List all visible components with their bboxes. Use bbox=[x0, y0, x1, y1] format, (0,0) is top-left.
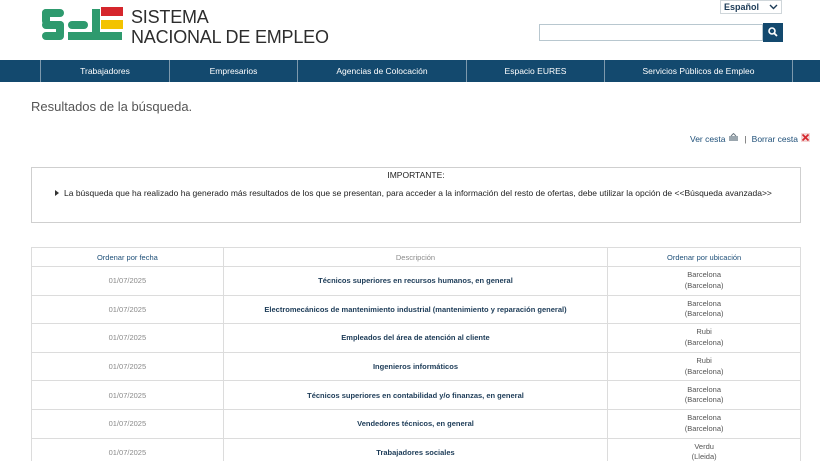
ver-cesta-link[interactable]: Ver cesta bbox=[690, 133, 726, 144]
description-header: Descripción bbox=[223, 248, 607, 267]
basket-icon[interactable] bbox=[728, 133, 739, 144]
search-input[interactable] bbox=[539, 24, 763, 41]
table-row bbox=[32, 381, 801, 410]
delete-icon[interactable] bbox=[801, 133, 810, 144]
row-description-link[interactable]: Trabajadores sociales bbox=[223, 438, 607, 461]
row-location bbox=[608, 438, 801, 461]
sne-logo[interactable] bbox=[40, 6, 124, 49]
row-location bbox=[608, 295, 801, 324]
row-city: Verdu bbox=[694, 441, 714, 451]
page-title: Resultados de la búsqueda. bbox=[31, 99, 193, 114]
row-province: (Lleida) bbox=[691, 452, 717, 461]
language-value: Español bbox=[724, 2, 760, 12]
row-description-link[interactable]: Técnicos superiores en recursos humanos, en general bbox=[223, 267, 607, 296]
language-select[interactable] bbox=[720, 0, 782, 14]
row-description-link[interactable]: Empleados del área de atención al cliente bbox=[223, 324, 607, 353]
row-location bbox=[608, 381, 801, 410]
cesta-links bbox=[690, 133, 810, 144]
row-province: (Barcelona) bbox=[684, 395, 724, 405]
row-province: (Barcelona) bbox=[684, 280, 724, 290]
search-button[interactable] bbox=[763, 23, 783, 42]
nav-servicios[interactable]: Servicios Públicos de Empleo bbox=[604, 60, 792, 82]
nav-spacer-left bbox=[0, 60, 40, 82]
row-city: Barcelona bbox=[687, 298, 721, 308]
table-row bbox=[32, 324, 801, 353]
borrar-cesta-link[interactable]: Borrar cesta bbox=[751, 133, 798, 144]
bullet-arrow-icon bbox=[55, 188, 59, 198]
nav-empresarios[interactable]: Empresarios bbox=[169, 60, 297, 82]
row-date: 01/07/2025 bbox=[32, 381, 224, 410]
nav-spacer-right bbox=[792, 60, 820, 82]
row-description-link[interactable]: Vendedores técnicos, en general bbox=[223, 409, 607, 438]
logo-line2: NACIONAL DE EMPLEO bbox=[131, 27, 329, 47]
cesta-separator: | bbox=[744, 133, 747, 144]
row-city: Barcelona bbox=[687, 413, 721, 423]
row-date: 01/07/2025 bbox=[32, 267, 224, 296]
row-location bbox=[608, 324, 801, 353]
row-province: (Barcelona) bbox=[684, 337, 724, 347]
row-description-link[interactable]: Técnicos superiores en contabilidad y/o finanzas, en general bbox=[223, 381, 607, 410]
row-date: 01/07/2025 bbox=[32, 295, 224, 324]
important-notice bbox=[31, 167, 801, 223]
row-description-link[interactable]: Electromecánicos de mantenimiento industrial (mantenimiento y reparación general) bbox=[223, 295, 607, 324]
site-header bbox=[0, 0, 820, 60]
row-city: Rubi bbox=[696, 327, 712, 337]
results-table bbox=[31, 247, 801, 461]
row-province: (Barcelona) bbox=[684, 366, 724, 376]
nav-agencias[interactable]: Agencias de Colocación bbox=[297, 60, 466, 82]
row-province: (Barcelona) bbox=[684, 309, 724, 319]
search-icon bbox=[768, 24, 778, 42]
notice-message-row bbox=[55, 188, 772, 198]
row-city: Barcelona bbox=[687, 270, 721, 280]
sort-by-location[interactable]: Ordenar por ubicación bbox=[608, 248, 801, 267]
table-header-row bbox=[32, 248, 801, 267]
row-date: 01/07/2025 bbox=[32, 352, 224, 381]
table-row bbox=[32, 409, 801, 438]
row-location bbox=[608, 352, 801, 381]
row-location bbox=[608, 267, 801, 296]
nav-trabajadores[interactable]: Trabajadores bbox=[40, 60, 169, 82]
table-row bbox=[32, 267, 801, 296]
row-date: 01/07/2025 bbox=[32, 324, 224, 353]
row-city: Barcelona bbox=[687, 384, 721, 394]
main-nav bbox=[0, 60, 820, 82]
row-date: 01/07/2025 bbox=[32, 438, 224, 461]
row-location bbox=[608, 409, 801, 438]
table-row bbox=[32, 352, 801, 381]
logo-line1: SISTEMA bbox=[131, 7, 209, 27]
chevron-down-icon bbox=[769, 2, 778, 12]
row-description-link[interactable]: Ingenieros informáticos bbox=[223, 352, 607, 381]
row-city: Rubi bbox=[696, 356, 712, 366]
nav-eures[interactable]: Espacio EURES bbox=[466, 60, 604, 82]
row-date: 01/07/2025 bbox=[32, 409, 224, 438]
logo-text bbox=[131, 7, 329, 47]
sort-by-date[interactable]: Ordenar por fecha bbox=[32, 248, 224, 267]
notice-message: La búsqueda que ha realizado ha generado más resultados de los que se presentan, para acceder a la información del resto de ofertas, debe utilizar la opción de <<Búsqueda avanzada>> bbox=[64, 188, 772, 198]
notice-title: IMPORTANTE: bbox=[387, 170, 445, 180]
table-row bbox=[32, 438, 801, 461]
row-province: (Barcelona) bbox=[684, 423, 724, 433]
table-row bbox=[32, 295, 801, 324]
